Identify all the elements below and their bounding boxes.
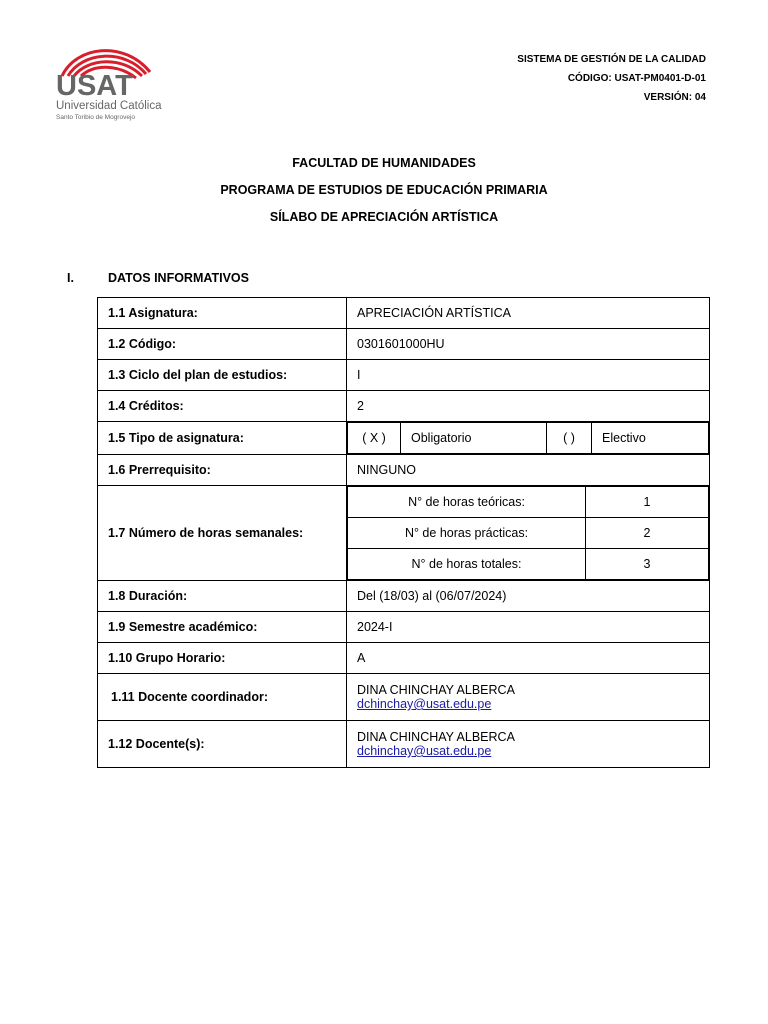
table-row — [98, 674, 710, 721]
row-label: 1.3 Ciclo del plan de estudios: — [98, 360, 347, 391]
table-row — [98, 612, 710, 643]
row-label: 1.2 Código: — [98, 329, 347, 360]
table-row — [98, 298, 710, 329]
usat-logo — [54, 42, 162, 122]
row-label: 1.1 Asignatura: — [98, 298, 347, 329]
table-row — [98, 360, 710, 391]
row-value: 2024-I — [347, 612, 710, 643]
practice-hours-value: 2 — [586, 518, 709, 549]
row-label: 1.6 Prerrequisito: — [98, 455, 347, 486]
row-value: Del (18/03) al (06/07/2024) — [347, 581, 710, 612]
row-label: 1.12 Docente(s): — [98, 721, 347, 768]
document-code: CÓDIGO: USAT-PM0401-D-01 — [567, 73, 706, 84]
logo-subtitle: Santo Toribio de Mogrovejo — [56, 114, 136, 121]
table-row — [98, 486, 710, 581]
logo-text: USAT — [56, 70, 133, 102]
row-value: NINGUNO — [347, 455, 710, 486]
elective-option: Electivo — [592, 423, 709, 454]
syllabus-title: SÍLABO DE APRECIACIÓN ARTÍSTICA — [269, 210, 499, 224]
row-label: 1.7 Número de horas semanales: — [98, 486, 347, 581]
row-value: APRECIACIÓN ARTÍSTICA — [347, 298, 710, 329]
row-value — [347, 674, 710, 721]
row-label: 1.8 Duración: — [98, 581, 347, 612]
total-hours-label: N° de horas totales: — [348, 549, 586, 580]
row-value — [347, 721, 710, 768]
row-value: 2 — [347, 391, 710, 422]
table-row — [98, 422, 710, 455]
document-version: VERSIÓN: 04 — [643, 92, 706, 103]
row-label: 1.10 Grupo Horario: — [98, 643, 347, 674]
mandatory-option: Obligatorio — [401, 423, 547, 454]
coordinator-email-link[interactable]: dchinchay@usat.edu.pe — [357, 697, 492, 711]
mandatory-mark: ( X ) — [348, 423, 401, 454]
faculty-title: FACULTAD DE HUMANIDADES — [292, 156, 476, 170]
document-control-info — [517, 54, 706, 111]
table-row — [98, 329, 710, 360]
section-title: DATOS INFORMATIVOS — [108, 271, 249, 285]
total-hours-value: 3 — [586, 549, 709, 580]
program-title: PROGRAMA DE ESTUDIOS DE EDUCACIÓN PRIMARIA — [220, 183, 548, 197]
table-row — [98, 391, 710, 422]
informative-data-table — [97, 297, 710, 768]
coordinator-name: DINA CHINCHAY ALBERCA — [357, 683, 515, 697]
subject-type-cell — [347, 422, 710, 455]
teacher-name: DINA CHINCHAY ALBERCA — [357, 730, 515, 744]
row-label: 1.5 Tipo de asignatura: — [98, 422, 347, 455]
row-label: 1.4 Créditos: — [98, 391, 347, 422]
row-label: 1.9 Semestre académico: — [98, 612, 347, 643]
practice-hours-label: N° de horas prácticas: — [348, 518, 586, 549]
row-value: 0301601000HU — [347, 329, 710, 360]
logo-university: Universidad Católica — [56, 100, 162, 112]
theory-hours-label: N° de horas teóricas: — [348, 487, 586, 518]
row-value: I — [347, 360, 710, 391]
table-row — [98, 455, 710, 486]
section-heading — [67, 271, 249, 285]
table-row — [98, 643, 710, 674]
elective-mark: ( ) — [547, 423, 592, 454]
row-label: 1.11 Docente coordinador: — [98, 674, 347, 721]
theory-hours-value: 1 — [586, 487, 709, 518]
quality-system-label: SISTEMA DE GESTIÓN DE LA CALIDAD — [517, 54, 706, 65]
section-number: I. — [67, 271, 74, 285]
table-row — [98, 581, 710, 612]
document-titles — [0, 156, 768, 237]
row-value: A — [347, 643, 710, 674]
table-row — [98, 721, 710, 768]
weekly-hours-cell — [347, 486, 710, 581]
teacher-email-link[interactable]: dchinchay@usat.edu.pe — [357, 744, 492, 758]
